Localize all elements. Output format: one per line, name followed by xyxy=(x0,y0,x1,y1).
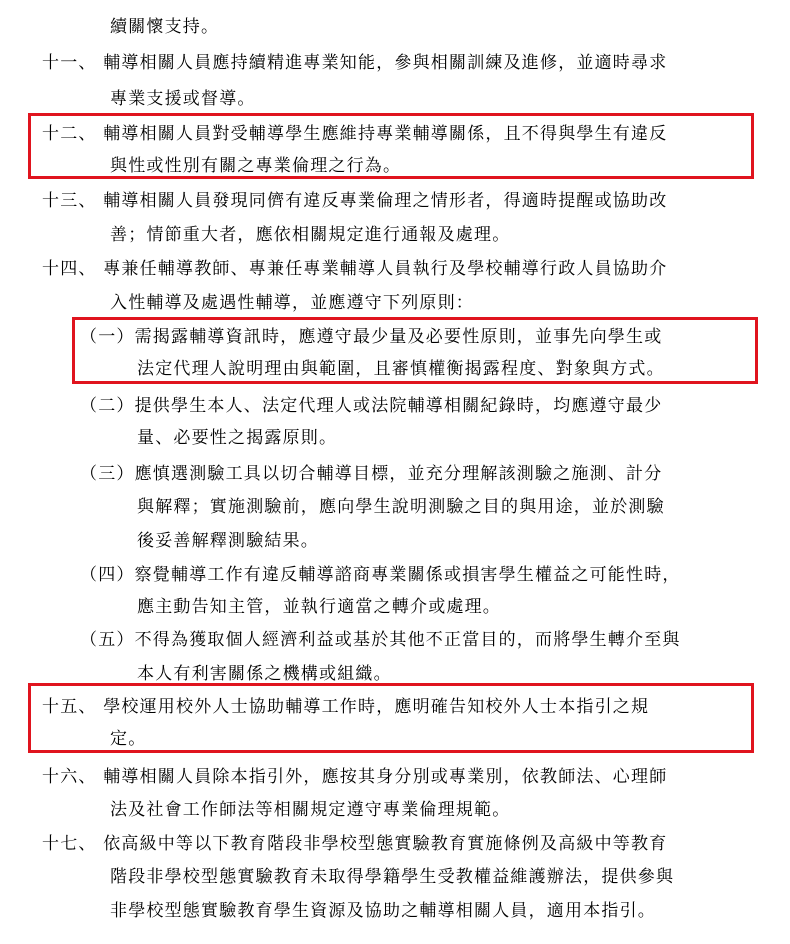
text-line: 與性或性別有關之專業倫理之行為。 xyxy=(110,156,402,176)
text-line: 法定代理人說明理由與範圍，且審慎權衡揭露程度、對象與方式。 xyxy=(137,359,665,379)
text-line: （四）察覺輔導工作有違反輔導諮商專業關係或損害學生權益之可能性時， xyxy=(80,565,681,585)
text-line: 定。 xyxy=(110,729,147,749)
text-line: 應主動告知主管，並執行適當之轉介或處理。 xyxy=(137,597,501,617)
text-line: 十四、 專兼任輔導教師、專兼任專業輔導人員執行及學校輔導行政人員協助介 xyxy=(42,259,668,279)
text-line: 十七、 依高級中等以下教育階段非學校型態實驗教育實施條例及高級中等教育 xyxy=(42,834,668,854)
text-line: 十一、 輔導相關人員應持續精進專業知能，參與相關訓練及進修，並適時尋求 xyxy=(42,53,668,73)
text-line: 階段非學校型態實驗教育未取得學籍學生受教權益維護辦法，提供參與 xyxy=(110,867,675,887)
text-line: （五）不得為獲取個人經濟利益或基於其他不正當目的，而將學生轉介至與 xyxy=(80,630,681,650)
text-line: 十六、 輔導相關人員除本指引外，應按其身分別或專業別，依教師法、心理師 xyxy=(42,767,668,787)
text-line: 與解釋；實施測驗前，應向學生說明測驗之目的與用途，並於測驗 xyxy=(137,497,665,517)
text-line: 專業支援或督導。 xyxy=(110,89,256,109)
text-line: 後妥善解釋測驗結果。 xyxy=(137,531,319,551)
text-line: （一）需揭露輔導資訊時，應遵守最少量及必要性原則，並事先向學生或 xyxy=(80,327,663,347)
text-line: 十五、 學校運用校外人士協助輔導工作時，應明確告知校外人士本指引之規 xyxy=(42,697,650,717)
text-line: 本人有利害關係之機構或組織。 xyxy=(137,664,392,684)
text-line: 善；情節重大者，應依相關規定進行通報及處理。 xyxy=(110,225,511,245)
text-line: （三）應慎選測驗工具以切合輔導目標，並充分理解該測驗之施測、計分 xyxy=(80,464,663,484)
text-line: （二）提供學生本人、法定代理人或法院輔導相關紀錄時，均應遵守最少 xyxy=(80,396,663,416)
text-line: 入性輔導及處遇性輔導，並應遵守下列原則： xyxy=(110,293,474,313)
text-line: 非學校型態實驗教育學生資源及協助之輔導相關人員，適用本指引。 xyxy=(110,901,656,921)
text-line: 續關懷支持。 xyxy=(110,17,220,37)
text-line: 十二、 輔導相關人員對受輔導學生應維持專業輔導關係，且不得與學生有違反 xyxy=(42,124,668,144)
text-line: 十三、 輔導相關人員發現同儕有違反專業倫理之情形者，得適時提醒或協助改 xyxy=(42,191,668,211)
text-line: 法及社會工作師法等相關規定遵守專業倫理規範。 xyxy=(110,800,511,820)
text-line: 量、必要性之揭露原則。 xyxy=(137,428,338,448)
